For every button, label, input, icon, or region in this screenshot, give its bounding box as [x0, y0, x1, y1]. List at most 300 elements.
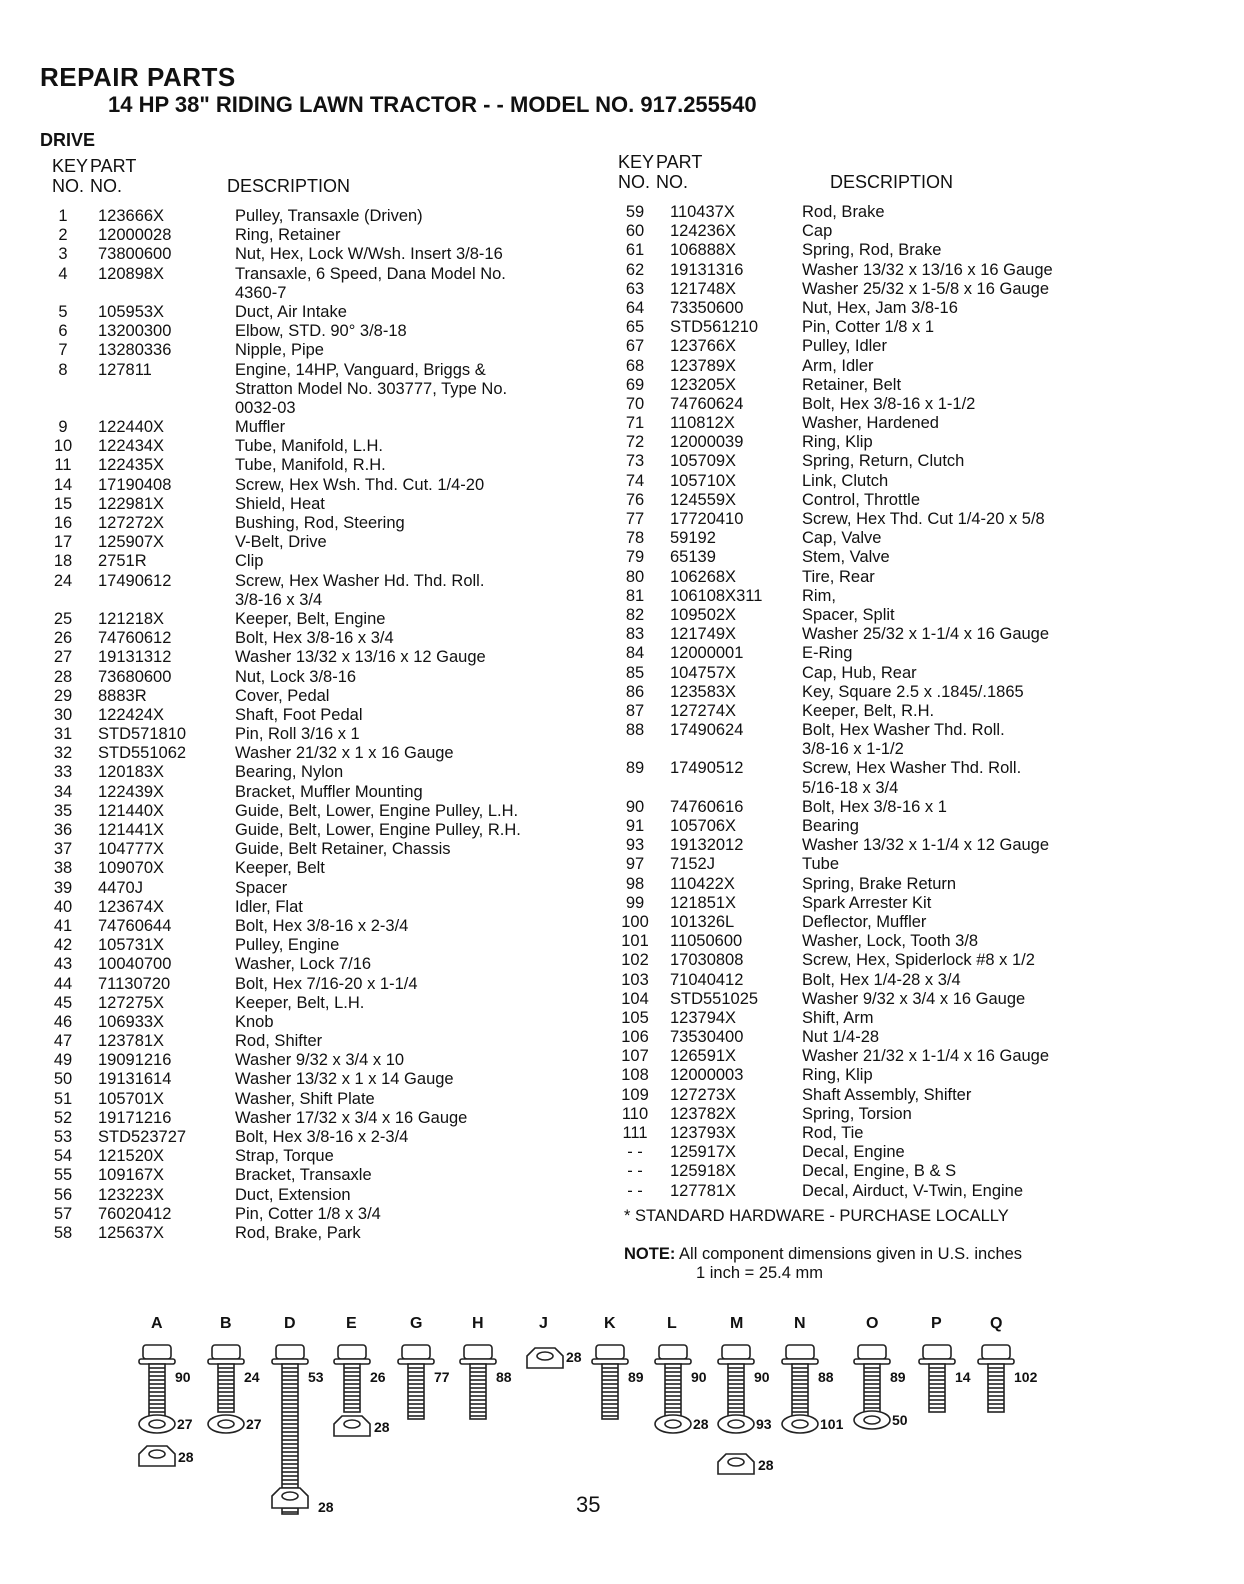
hardware-nut-label: 28 [374, 1419, 390, 1435]
part-number: 127272X [98, 514, 165, 532]
part-number: STD551025 [670, 989, 759, 1008]
part-description: Rim, [802, 586, 836, 605]
hardware-nut-label: 28 [318, 1499, 334, 1515]
key-number: 65 [625, 318, 645, 337]
part-description: Screw, Hex Thd. Cut 1/4-20 x 5/8 [802, 510, 1045, 528]
part-number: 123789X [670, 356, 737, 375]
part-number: 121749X [670, 625, 737, 644]
part-number: 125917X [670, 1143, 737, 1162]
part-number: 127781X [670, 1181, 737, 1200]
hardware-bolt-label: 89 [628, 1369, 644, 1385]
part-number: 124559X [670, 490, 737, 509]
part-description: Pulley, Transaxle (Driven) [235, 207, 423, 225]
part-description: Screw, Hex Wsh. Thd. Cut. 1/4-20 [235, 475, 485, 494]
part-number: STD561210 [670, 318, 759, 337]
key-number: 59 [625, 203, 645, 221]
part-number: 109070X [98, 859, 165, 878]
hardware-washer-label: 27 [246, 1416, 262, 1432]
key-number: 88 [625, 721, 645, 740]
hardware-nut-hole [282, 1492, 298, 1500]
part-description: Transaxle, 6 Speed, Dana Model No. [235, 264, 506, 283]
part-number: 120898X [98, 264, 165, 283]
key-number: 97 [625, 855, 645, 874]
part-description: 0032-03 [235, 398, 296, 417]
part-description: Washer 21/32 x 1 x 16 Gauge [235, 744, 454, 763]
key-number: 74 [625, 471, 645, 490]
hardware-bolt-head [982, 1345, 1010, 1359]
part-number: 122439X [98, 782, 165, 801]
part-number: 110437X [670, 203, 735, 221]
part-number: 106108X311 [670, 586, 763, 605]
part-description: 5/16-18 x 3/4 [802, 778, 899, 797]
part-number: 121851X [670, 893, 737, 912]
part-number: 74760644 [98, 916, 172, 935]
part-description: Cap, Valve [802, 529, 882, 548]
key-number: 102 [621, 951, 649, 970]
part-number: 2751R [98, 552, 147, 571]
hardware-letter: B [220, 1315, 232, 1332]
key-number: 15 [53, 494, 73, 513]
part-number: 123793X [670, 1124, 737, 1142]
hardware-bolt-label: 88 [496, 1369, 512, 1385]
hardware-bolt-head [276, 1345, 304, 1359]
part-number: 127811 [98, 360, 152, 379]
part-number: 120183X [98, 763, 165, 782]
key-number: 53 [53, 1128, 73, 1146]
part-description: Bolt, Hex Washer Thd. Roll. [802, 721, 1005, 740]
key-number: 50 [53, 1070, 73, 1089]
part-description: Shield, Heat [235, 494, 325, 513]
part-description: Muffler [235, 418, 286, 437]
key-number: 62 [625, 260, 645, 279]
part-description: Bracket, Muffler Mounting [235, 782, 423, 801]
hardware-bolt-head [858, 1345, 886, 1359]
hardware-letter: K [604, 1315, 616, 1332]
page-title: REPAIR PARTS [40, 62, 236, 92]
part-number: 121218X [98, 609, 165, 628]
part-description: Pulley, Idler [802, 337, 887, 356]
part-description: Washer 13/32 x 13/16 x 16 Gauge [802, 260, 1053, 279]
hardware-letter: H [472, 1315, 484, 1332]
part-header-1: PART [90, 156, 137, 176]
section-title: DRIVE [40, 130, 96, 150]
part-number: 65139 [670, 548, 716, 567]
key-number: 51 [53, 1089, 73, 1108]
key-number: 14 [53, 475, 73, 494]
part-description: Bracket, Transaxle [235, 1166, 372, 1185]
part-number: 125637X [98, 1223, 165, 1242]
part-description: Cover, Pedal [235, 686, 330, 705]
part-description: Elbow, STD. 90° 3/8-18 [235, 322, 407, 341]
hardware-bolt-head [596, 1345, 624, 1359]
key-number: 107 [621, 1047, 649, 1066]
part-description: Spring, Rod, Brake [802, 241, 942, 260]
part-description: Washer, Hardened [802, 414, 939, 433]
key-number: 11 [54, 456, 72, 475]
hardware-letter: P [931, 1315, 942, 1332]
key-number: 17 [53, 533, 73, 552]
part-description: Keeper, Belt, L.H. [235, 993, 365, 1012]
hardware-bolt-label: 102 [1014, 1369, 1038, 1385]
part-number: 123583X [670, 682, 737, 701]
key-number: 44 [53, 974, 73, 993]
hardware-bolt-head [212, 1345, 240, 1359]
part-number: 11050600 [670, 932, 743, 951]
part-description: Ring, Klip [802, 433, 873, 452]
hardware-letter: L [667, 1315, 677, 1332]
part-number: 74760612 [98, 629, 172, 648]
part-description: Link, Clutch [802, 471, 889, 490]
part-description: Duct, Air Intake [235, 302, 347, 321]
part-number: 19131312 [98, 648, 172, 667]
part-description: Rod, Tie [802, 1124, 864, 1142]
key-number: 46 [53, 1012, 73, 1031]
key-number: 49 [53, 1051, 73, 1070]
hardware-bolt-head [464, 1345, 492, 1359]
part-description: Cap, Hub, Rear [802, 663, 917, 682]
key-number: 83 [625, 625, 645, 644]
part-number: 122440X [98, 418, 165, 437]
part-description: Washer 13/32 x 13/16 x 12 Gauge [235, 648, 486, 667]
part-number: 19132012 [670, 836, 744, 855]
standard-hardware-note: * STANDARD HARDWARE - PURCHASE LOCALLY [624, 1207, 1009, 1225]
part-description: 3/8-16 x 1-1/2 [802, 740, 904, 759]
key-number: 106 [621, 1028, 649, 1047]
key-number: 52 [53, 1108, 73, 1127]
part-number: 122981X [98, 494, 165, 513]
key-number: 100 [621, 912, 649, 931]
part-description: Bolt, Hex 3/8-16 x 1-1/2 [802, 394, 976, 413]
key-number: 98 [625, 874, 645, 893]
part-description: Cap [802, 222, 833, 241]
part-number: 59192 [670, 529, 716, 548]
part-description: Retainer, Belt [802, 375, 902, 394]
part-number: 105710X [670, 471, 737, 490]
key-number: 108 [621, 1066, 649, 1085]
key-number: 73 [625, 452, 645, 471]
part-description: Tube [802, 855, 839, 874]
key-number: 6 [58, 322, 68, 341]
page-number: 35 [576, 1492, 601, 1517]
part-description: Screw, Hex Washer Hd. Thd. Roll. [235, 571, 485, 590]
note-line-1: All component dimensions given in U.S. inches [679, 1245, 1023, 1263]
part-number: 19131316 [670, 260, 744, 279]
part-number: 7152J [670, 855, 715, 874]
part-description: Stem, Valve [802, 548, 890, 567]
part-number: 121520X [98, 1147, 165, 1166]
hardware-nut-label: 28 [178, 1449, 194, 1465]
hardware-washer-hole [792, 1420, 808, 1428]
key-number: 85 [625, 663, 645, 682]
hardware-letter: M [730, 1315, 744, 1332]
description-header: DESCRIPTION [227, 176, 351, 196]
key-number: 60 [625, 222, 645, 241]
key-number: 76 [625, 490, 645, 509]
part-number: 12000003 [670, 1066, 744, 1085]
part-number: 125918X [670, 1162, 737, 1181]
key-number: 37 [53, 840, 73, 859]
part-description: Engine, 14HP, Vanguard, Briggs & [235, 360, 486, 379]
part-description: Bearing, Nylon [235, 763, 344, 782]
key-number: 30 [53, 705, 73, 724]
key-number: 82 [625, 605, 645, 624]
key-number: 54 [53, 1147, 73, 1166]
part-description: Ring, Klip [802, 1066, 873, 1085]
part-description: Washer, Lock 7/16 [235, 955, 372, 974]
part-description: Washer 13/32 x 1 x 14 Gauge [235, 1070, 454, 1089]
key-number: 70 [625, 394, 645, 413]
part-description: Shaft, Foot Pedal [235, 705, 363, 724]
part-number: 127274X [670, 701, 737, 720]
part-number: 106888X [670, 241, 737, 260]
part-number: 13200300 [98, 322, 172, 341]
hardware-bolt-label: 14 [955, 1369, 971, 1385]
part-number: 17490624 [670, 721, 744, 740]
part-description: Decal, Airduct, V-Twin, Engine [802, 1181, 1024, 1200]
key-number: 64 [625, 298, 645, 317]
key-number: 7 [58, 341, 68, 360]
part-description: Tire, Rear [802, 567, 875, 586]
note-line-2: 1 inch = 25.4 mm [696, 1264, 824, 1282]
part-number: 17490512 [670, 759, 744, 778]
key-number: 67 [625, 337, 645, 356]
part-description: Clip [235, 552, 264, 571]
part-number: 127273X [670, 1085, 737, 1104]
hardware-washer-hole [665, 1420, 681, 1428]
part-number: STD523727 [98, 1128, 187, 1146]
hardware-letter: E [346, 1315, 357, 1332]
key-number: 109 [621, 1085, 649, 1104]
key-number: 68 [625, 356, 645, 375]
part-number: STD551062 [98, 744, 187, 763]
hardware-washer-label: 28 [693, 1416, 709, 1432]
key-number: 42 [53, 936, 73, 955]
part-number: 109167X [98, 1166, 165, 1185]
hardware-bolt-head [722, 1345, 750, 1359]
part-description: Shaft Assembly, Shifter [802, 1085, 972, 1104]
part-description: Washer 25/32 x 1-5/8 x 16 Gauge [802, 279, 1050, 298]
key-number: 35 [53, 801, 73, 820]
key-number: 8 [58, 360, 68, 379]
key-number: 71 [625, 414, 645, 433]
part-description: Nut, Hex, Lock W/Wsh. Insert 3/8-16 [235, 245, 503, 264]
description-header: DESCRIPTION [830, 172, 954, 192]
key-number: 16 [53, 514, 73, 532]
part-number: 121748X [670, 279, 737, 298]
part-description: Keeper, Belt, R.H. [802, 701, 935, 720]
hardware-bolt-head [786, 1345, 814, 1359]
part-description: Washer 9/32 x 3/4 x 10 [235, 1051, 405, 1070]
part-description: Nut 1/4-28 [802, 1028, 880, 1047]
part-description: Rod, Brake, Park [235, 1223, 361, 1242]
part-number: 13280336 [98, 341, 172, 360]
part-description: Bolt, Hex 1/4-28 x 3/4 [802, 970, 961, 989]
part-description: 4360-7 [235, 283, 287, 302]
part-number: 105953X [98, 302, 165, 321]
key-number: 78 [625, 529, 645, 548]
part-description: Keeper, Belt [235, 859, 325, 878]
page-subtitle: 14 HP 38" RIDING LAWN TRACTOR - - MODEL NO. 917.255540 [108, 92, 757, 117]
part-description: Nut, Hex, Jam 3/8-16 [802, 298, 958, 317]
part-number: 110422X [670, 874, 735, 893]
part-number: 123782X [670, 1104, 737, 1123]
part-description: Pin, Cotter 1/8 x 1 [802, 318, 935, 337]
part-description: Arm, Idler [802, 356, 874, 375]
key-number: 24 [53, 571, 73, 590]
part-description: Pulley, Engine [235, 936, 340, 955]
hardware-washer-hole [728, 1420, 744, 1428]
part-number: 71130720 [98, 974, 171, 993]
part-number: 123766X [670, 337, 737, 356]
part-description: Guide, Belt Retainer, Chassis [235, 840, 451, 859]
hardware-washer-hole [864, 1416, 880, 1424]
key-number: 63 [625, 279, 645, 298]
key-number: 84 [625, 644, 645, 663]
hardware-washer-label: 27 [177, 1416, 193, 1432]
part-number: 105706X [670, 817, 737, 835]
key-number: 18 [53, 552, 73, 571]
part-description: Guide, Belt, Lower, Engine Pulley, L.H. [235, 801, 519, 820]
part-number: 74760616 [670, 797, 744, 816]
key-number: 101 [621, 932, 649, 951]
hardware-bolt-label: 88 [818, 1369, 834, 1385]
hardware-letter: A [151, 1315, 163, 1332]
hardware-washer-label: 101 [820, 1416, 844, 1432]
part-number: STD571810 [98, 725, 187, 744]
part-number: 105701X [98, 1089, 165, 1108]
key-number: 5 [58, 302, 68, 321]
part-number: 76020412 [98, 1204, 172, 1223]
part-description: Strap, Torque [235, 1147, 334, 1166]
part-number: 17720410 [670, 510, 744, 528]
part-description: Bolt, Hex 7/16-20 x 1-1/4 [235, 974, 418, 993]
part-number: 17030808 [670, 951, 744, 970]
part-number: 122434X [98, 437, 165, 456]
key-number: 47 [53, 1032, 73, 1051]
part-description: Nut, Lock 3/8-16 [235, 667, 357, 686]
part-number: 122424X [98, 705, 165, 724]
hardware-letter: J [539, 1315, 548, 1332]
part-description: Knob [235, 1012, 274, 1031]
key-number: 90 [625, 797, 645, 816]
part-description: Spacer, Split [802, 605, 895, 624]
part-number: 106268X [670, 567, 737, 586]
part-number: 17190408 [98, 475, 172, 494]
part-description: Pin, Roll 3/16 x 1 [235, 725, 360, 744]
part-description: Bolt, Hex 3/8-16 x 2-3/4 [235, 1128, 409, 1146]
hardware-bolt-label: 90 [691, 1369, 707, 1385]
hardware-letter: G [410, 1315, 423, 1332]
note-label: NOTE: [624, 1245, 676, 1263]
hardware-nut-label: 28 [566, 1349, 582, 1365]
part-number: 123781X [98, 1032, 165, 1051]
part-header-2: NO. [656, 172, 689, 192]
part-number: 106933X [98, 1012, 165, 1031]
key-number: 3 [58, 245, 68, 264]
key-header-1: KEY [618, 152, 655, 172]
hardware-nut-hole [344, 1420, 360, 1428]
part-description: Rod, Brake [802, 203, 885, 221]
part-description: Washer 13/32 x 1-1/4 x 12 Gauge [802, 836, 1050, 855]
key-number: 111 [622, 1124, 648, 1142]
part-description: Decal, Engine, B & S [802, 1162, 957, 1181]
part-number: 127275X [98, 993, 165, 1012]
part-number: 104777X [98, 840, 165, 859]
part-description: Deflector, Muffler [802, 912, 927, 931]
part-number: 105709X [670, 452, 737, 471]
key-number: 26 [53, 629, 73, 648]
part-description: Decal, Engine [802, 1143, 905, 1162]
part-description: Pin, Cotter 1/8 x 3/4 [235, 1204, 381, 1223]
key-header-1: KEY [52, 156, 89, 176]
part-number: 74760624 [670, 394, 744, 413]
part-number: 123666X [98, 207, 165, 225]
part-number: 124236X [670, 222, 737, 241]
part-description: Washer 9/32 x 3/4 x 16 Gauge [802, 989, 1026, 1008]
part-description: Stratton Model No. 303777, Type No. [235, 379, 508, 398]
key-number: 39 [53, 878, 73, 897]
hardware-washer-label: 50 [892, 1412, 908, 1428]
hardware-nut-hole [149, 1450, 165, 1458]
key-number: 72 [625, 433, 645, 452]
part-number: 4470J [98, 878, 143, 897]
part-number: 73680600 [98, 667, 172, 686]
hardware-bolt-label: 77 [434, 1369, 450, 1385]
part-description: 3/8-16 x 3/4 [235, 590, 323, 609]
key-number: 103 [621, 970, 649, 989]
part-description: Washer, Lock, Tooth 3/8 [802, 932, 979, 951]
part-description: Screw, Hex, Spiderlock #8 x 1/2 [802, 951, 1035, 970]
key-number: 27 [53, 648, 73, 667]
part-number: 12000001 [670, 644, 744, 663]
part-number: 123223X [98, 1185, 165, 1204]
key-number: 86 [625, 682, 645, 701]
part-description: Ring, Retainer [235, 226, 341, 245]
part-number: 123794X [670, 1008, 737, 1027]
key-number: 38 [53, 859, 73, 878]
part-description: Washer 21/32 x 1-1/4 x 16 Gauge [802, 1047, 1050, 1066]
part-number: 8883R [98, 686, 147, 705]
part-description: Bolt, Hex 3/8-16 x 1 [802, 797, 947, 816]
part-number: 126591X [670, 1047, 737, 1066]
part-number: 109502X [670, 605, 737, 624]
part-number: 10040700 [98, 955, 172, 974]
key-number: - - [627, 1143, 643, 1162]
part-number: 71040412 [670, 970, 744, 989]
hardware-nut-hole [537, 1352, 553, 1360]
key-number: 110 [621, 1104, 649, 1123]
part-description: Rod, Shifter [235, 1032, 323, 1051]
hardware-washer-hole [218, 1420, 234, 1428]
part-description: V-Belt, Drive [235, 533, 327, 552]
hardware-bolt-head [923, 1345, 951, 1359]
key-number: 87 [625, 701, 645, 720]
part-number: 12000028 [98, 226, 172, 245]
part-description: Screw, Hex Washer Thd. Roll. [802, 759, 1022, 778]
part-number: 121441X [98, 821, 165, 839]
part-description: Idler, Flat [235, 897, 303, 916]
key-number: 1 [58, 207, 68, 225]
key-number: 45 [53, 993, 73, 1012]
key-number: 28 [53, 667, 73, 686]
part-description: Bolt, Hex 3/8-16 x 2-3/4 [235, 916, 409, 935]
key-number: 40 [53, 897, 73, 916]
hardware-bolt-head [402, 1345, 430, 1359]
part-description: Spring, Torsion [802, 1104, 912, 1123]
part-description: Spark Arrester Kit [802, 893, 932, 912]
part-description: Guide, Belt, Lower, Engine Pulley, R.H. [235, 821, 521, 839]
part-description: Bushing, Rod, Steering [235, 514, 405, 532]
